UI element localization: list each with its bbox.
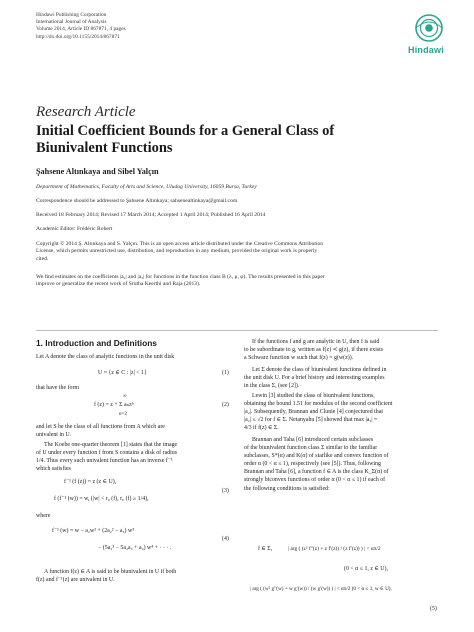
abstract	[36, 274, 438, 289]
left-p4-line-4: which satisfies	[36, 466, 71, 473]
right-p1-line-2: to be subordinate to g, written as f(z) ≺ g(z), if there exists	[244, 347, 384, 354]
authors: Şahsene Altınkaya and Sibel Yalçın	[36, 167, 159, 176]
equation-5a: | arg ( (z² f″(z) + z f′(z)) / (z f′(z)) ) | < απ/2	[288, 546, 381, 552]
equation-4-number: (4)	[222, 536, 229, 542]
right-p2-line-3: in the class Σ, (see [2]).	[244, 383, 300, 390]
sum-upper-limit: ∞	[123, 394, 127, 399]
correspondence: Correspondence should be addressed to Şahsene Altınkaya; sahsenealtinkaya@gmail.com	[36, 198, 238, 204]
volume-line: Volume 2014, Article ID 867871, 4 pages	[36, 26, 126, 33]
abstract-line-2: improve or generalize the recent work of Srutha Keerthi and Raja (2013).	[36, 281, 201, 288]
left-paragraph-1: Let A denote the class of analytic functions in the unit disk	[36, 354, 175, 360]
equation-1-number: (1)	[222, 370, 229, 376]
equation-2-number: (2)	[222, 402, 229, 408]
affiliation: Department of Mathematics, Faculty of Arts and Science, Uludag University, 16059 Bursa, Turkey	[36, 184, 257, 190]
title-line-1: Initial Coefficient Bounds for a General Class of	[36, 123, 335, 139]
equation-5a-lhs: f ∈ Σ,	[258, 546, 273, 552]
logo-wordmark: Hindawi	[408, 45, 444, 55]
dates: Received 18 February 2014; Revised 17 March 2014; Accepted 1 April 2014; Published 16 April 2014	[36, 212, 266, 218]
equation-3a: f⁻¹ (f (z)) = z (z ∈ U),	[64, 479, 117, 485]
equation-5b: | arg ( (w² g″(w) + w g′(w)) / (w g′(w)) ) | < απ/2 (0 < α ≤ 1, w ∈ U),	[250, 586, 392, 592]
section-heading: 1. Introduction and Definitions	[36, 338, 157, 348]
right-p4-line-5: Brannan and Taha [6], a function f ∈ A is the class K_Σ(α) of	[244, 469, 389, 476]
publisher: Hindawi Publishing Corporation	[36, 12, 107, 18]
right-p1-line-3: a Schwarz function w such that f(z) = g(w(z)).	[244, 355, 354, 362]
right-p4-line-6: strongly biconvex functions of order α (0 < α ≤ 1) if each of	[244, 477, 386, 484]
right-p3-line-3: |a₂|. Subsequently, Brannan and Clunie [4] conjectured that	[244, 409, 383, 416]
title-line-2: Biunivalent Functions	[36, 140, 173, 156]
right-p4-line-3: subclasses, S*(α) and K(α) of starlike and convex function of	[244, 453, 389, 460]
right-p4-line-2: of the biunivalent function class Σ similar to the familiar	[244, 445, 378, 452]
right-p3-line-2: obtaining the bound 1.51 for modulus of the second coefficient	[244, 401, 393, 408]
right-p2-line-1: Let Σ denote the class of biunivalent functions defined in	[252, 367, 387, 373]
left-p4-line-2: of U under every function f from S contains a disk of radius	[36, 450, 178, 457]
right-paragraph-1	[244, 338, 440, 362]
abstract-line-1: We find estimates on the coefficients |a₂| and |a₃| for functions in the function class B (λ, μ, φ). The results presented in this paper	[36, 274, 325, 280]
right-p4-line-1: Brannan and Taha [6] introduced certain subclasses	[252, 437, 374, 443]
paper-title	[36, 123, 436, 157]
right-p4-line-7: the following conditions is satisfied:	[244, 485, 330, 492]
sum-lower-limit: n=2	[119, 412, 127, 417]
equation-2: f (z) = z + Σ aₙzⁿ	[94, 402, 134, 408]
academic-editor: Academic Editor: Frédéric Robert	[36, 226, 113, 232]
right-p3-line-5: 4/3 if f(z) ∈ Σ.	[244, 425, 279, 432]
article-type: Research Article	[36, 104, 136, 120]
left-p4-line-1: The Koebe one-quarter theorem [1] states that the image	[44, 442, 178, 448]
journal-header	[36, 12, 126, 41]
left-paragraph-4	[36, 441, 232, 473]
journal-name: International Journal of Analysis	[36, 19, 107, 26]
equation-5a-condition: (0 < α ≤ 1, z ∈ U),	[344, 566, 388, 572]
copyright-line-3: cited.	[36, 255, 49, 262]
equation-5-number: (5)	[430, 606, 437, 612]
left-p3-line-1: and let S be the class of all functions from A which are	[36, 424, 165, 430]
left-p4-line-3: 1/4. Thus every such univalent function has an inverse f⁻¹	[36, 458, 173, 465]
left-p6-line-1: A function f(z) ∈ A is said to be biunivalent in U if both	[44, 569, 177, 575]
right-p3-line-4: |a₂| ≤ √2 for f ∈ Σ. Netanyahu [5] showed that max |a₂| =	[244, 417, 378, 424]
left-p3-line-2: univalent in U.	[36, 432, 72, 439]
equation-3b: f (f⁻¹ (w)) = w, (|w| < r₀ (f), r₀ (f) ≥ 1/4),	[54, 496, 149, 502]
copyright-line-1: Copyright © 2014 Ş. Altınkaya and S. Yalçın. This is an open access article distributed under the Creative Commons Attribution	[36, 241, 324, 247]
left-p6-line-2: f(z) and f⁻¹(z) are univalent in U.	[36, 577, 115, 584]
right-p3-line-1: Lewin [3] studied the class of biunivalent functions,	[252, 393, 375, 399]
right-paragraph-4	[244, 436, 440, 493]
doi-link[interactable]: http://dx.doi.org/10.1155/2014/867871	[36, 33, 120, 40]
equation-3-number: (3)	[222, 488, 229, 494]
left-paragraph-5: where	[36, 513, 51, 519]
left-paragraph-3	[36, 423, 232, 439]
equation-4a: f⁻¹ (w) = w − a₂w² + (2a₂² − a₃) w³	[52, 528, 134, 534]
left-paragraph-6	[36, 568, 232, 584]
section-divider	[36, 330, 438, 331]
copyright	[36, 241, 438, 263]
right-p2-line-2: the unit disk U. For a brief history and interesting examples	[244, 375, 385, 382]
equation-4b: − (5a₂³ − 5a₂a₃ + a₄) w⁴ + · · · .	[98, 545, 172, 551]
right-paragraph-2	[244, 366, 440, 390]
right-p4-line-4: order α (0 < α ≤ 1), respectively (see [5]). Thus, following	[244, 461, 381, 468]
left-paragraph-2: that have the form	[36, 385, 80, 391]
copyright-line-2: License, which permits unrestricted use, distribution, and reproduction in any medium, provided the original work is properly	[36, 248, 318, 255]
right-paragraph-3	[244, 392, 440, 432]
right-p1-line-1: If the functions f and g are analytic in U, then f is said	[252, 339, 380, 345]
equation-1: U = {z ∈ C : |z| < 1}	[98, 370, 147, 376]
